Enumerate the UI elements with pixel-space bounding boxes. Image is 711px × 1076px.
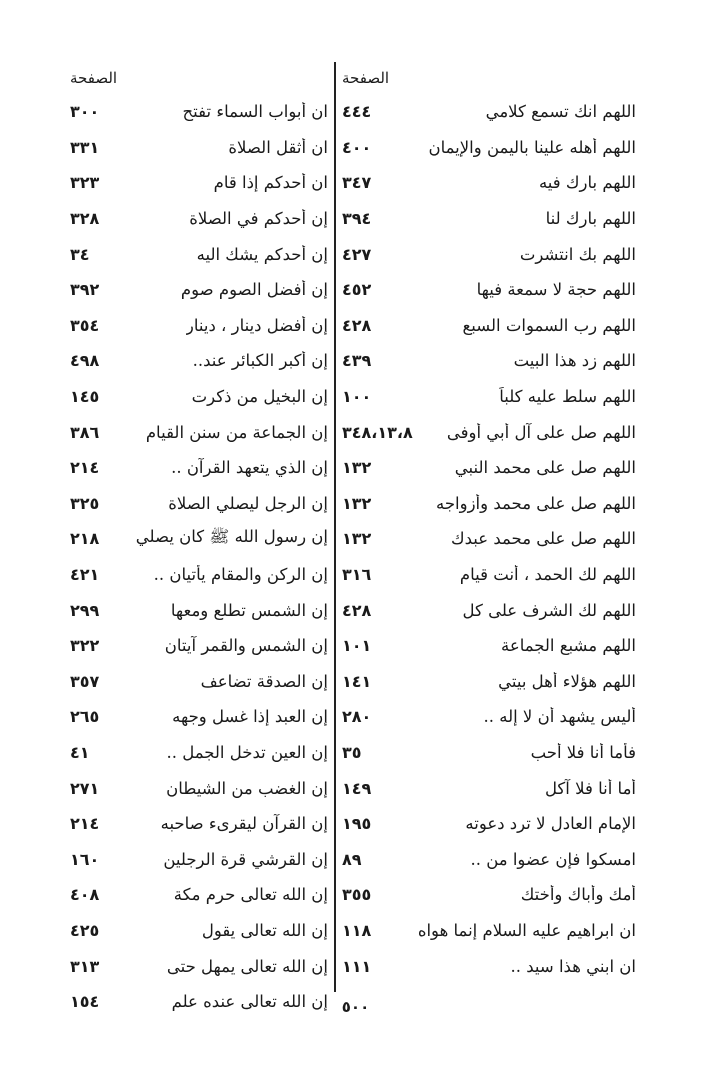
index-entry xyxy=(342,806,636,842)
entry-text: إن العبد إذا غسل وجهه xyxy=(172,707,328,727)
entry-text: إن الذي يتعهد القرآن .. xyxy=(171,458,328,478)
entry-text: اللهم أهله علينا باليمن والإيمان xyxy=(428,137,636,157)
index-entry xyxy=(342,165,636,201)
entry-text: الإمام العادل لا ترد دعوته xyxy=(465,814,636,834)
entry-page-number: ٣٢٨ xyxy=(70,209,100,229)
entry-text: إن الشمس والقمر آيتان xyxy=(164,636,328,656)
index-entry xyxy=(70,236,328,272)
entry-page-number: ٤٣٩ xyxy=(342,351,372,371)
entry-text: اللهم انك تسمع كلامي xyxy=(485,102,636,122)
entry-page-number: ٣٤ xyxy=(70,244,90,264)
entry-text: أما أنا فلا آكل xyxy=(544,778,636,798)
entry-page-number: ٣٣١ xyxy=(70,137,100,157)
index-entry xyxy=(70,130,328,166)
index-entry xyxy=(70,94,328,130)
index-entry xyxy=(342,913,636,949)
page-number: ٥٠٠ xyxy=(341,998,370,1016)
entry-text: إن الله تعالى حرم مكة xyxy=(173,885,328,905)
index-entry xyxy=(342,948,636,984)
entry-page-number: ١٤٥ xyxy=(70,387,100,407)
entry-page-number: ٢٩٩ xyxy=(70,600,100,620)
entry-text: اللهم صل على محمد النبي xyxy=(454,458,636,478)
entry-page-number: ١٦٠ xyxy=(70,849,100,869)
entry-page-number: ٣١٦ xyxy=(342,565,372,585)
entry-page-number: ٣٩٢ xyxy=(70,280,100,300)
index-entry xyxy=(70,735,328,771)
entry-page-number: ٣٢٥ xyxy=(70,493,100,513)
entry-page-number: ٣٥ xyxy=(342,742,362,762)
index-entry xyxy=(342,664,636,700)
right-column xyxy=(342,62,636,984)
entry-text: إن الصدقة تضاعف xyxy=(200,671,328,691)
index-entry xyxy=(70,165,328,201)
entry-text: إن أفضل دينار ، دينار xyxy=(185,315,328,335)
index-entry xyxy=(342,841,636,877)
entry-text: اللهم لك الشرف على كل xyxy=(462,600,636,620)
entry-page-number: ٤٢٧ xyxy=(342,244,372,264)
entry-page-number: ٣٢٢ xyxy=(70,636,100,656)
entry-page-number: ٣٤٨،١٣،٨ xyxy=(342,422,413,442)
entry-text: اللهم بك انتشرت xyxy=(519,244,636,264)
entry-page-number: ١٠٠ xyxy=(342,387,372,407)
entry-page-number: ١٣٢ xyxy=(342,458,372,478)
index-entry xyxy=(342,94,636,130)
entry-page-number: ٣٥٧ xyxy=(70,671,100,691)
index-entry xyxy=(70,308,328,344)
entry-page-number: ١٣٢ xyxy=(342,493,372,513)
entry-text: اللهم لك الحمد ، أنت قيام xyxy=(459,565,636,585)
index-entry xyxy=(70,806,328,842)
index-entry xyxy=(70,272,328,308)
entry-text: ان أبواب السماء تفتح xyxy=(182,102,328,122)
index-entry xyxy=(70,592,328,628)
entry-page-number: ٤٠٠ xyxy=(342,137,372,157)
index-entry xyxy=(342,450,636,486)
entry-text: إن أحدكم في الصلاة xyxy=(189,209,328,229)
index-entry xyxy=(70,450,328,486)
index-entry xyxy=(342,770,636,806)
index-entry xyxy=(342,521,636,557)
entry-text: إن الرجل ليصلي الصلاة xyxy=(168,493,328,513)
entry-text: اللهم مشبع الجماعة xyxy=(501,636,636,656)
entry-text: امسكوا فإن عضوا من .. xyxy=(470,849,636,869)
entry-text: ان أحدكم إذا قام xyxy=(213,173,328,193)
entry-page-number: ٤٢٥ xyxy=(70,920,100,940)
index-entry xyxy=(342,414,636,450)
entry-text: إن الغضب من الشيطان xyxy=(166,778,328,798)
entry-page-number: ٣٠٠ xyxy=(70,102,100,122)
entry-page-number: ٣٥٥ xyxy=(342,885,372,905)
entry-page-number: ٤٥٢ xyxy=(342,280,372,300)
index-entry xyxy=(342,272,636,308)
index-entry xyxy=(70,664,328,700)
index-entry xyxy=(342,877,636,913)
index-entry xyxy=(342,130,636,166)
entry-page-number: ١١١ xyxy=(342,956,372,976)
entry-page-number: ١٠١ xyxy=(342,636,372,656)
entry-text: اللهم زد هذا البيت xyxy=(513,351,636,371)
entry-page-number: ٤٤٤ xyxy=(342,102,372,122)
index-entry xyxy=(342,735,636,771)
index-entry xyxy=(342,628,636,664)
index-entry xyxy=(70,699,328,735)
entry-text: إن البخيل من ذكرت xyxy=(191,387,328,407)
entry-text: اللهم رب السموات السبع xyxy=(462,315,636,335)
entry-text: إن أحدكم يشك اليه xyxy=(196,244,328,264)
index-entry xyxy=(70,201,328,237)
column-divider xyxy=(334,62,336,992)
entry-text: إن أفضل الصوم صوم xyxy=(180,280,328,300)
entry-text: إن رسول الله ﷺ كان يصلي xyxy=(135,526,328,546)
entry-page-number: ٣١٣ xyxy=(70,956,100,976)
index-entry xyxy=(70,486,328,522)
entry-text: إن القرآن ليقرىء صاحبه xyxy=(160,814,328,834)
entry-text: اللهم هؤلاء أهل بيتي xyxy=(498,671,636,691)
entry-page-number: ٤١ xyxy=(70,742,90,762)
entry-text: إن الجماعة من سنن القيام xyxy=(145,422,328,442)
entry-text: اللهم بارك لنا xyxy=(545,209,636,229)
entry-page-number: ٢٧١ xyxy=(70,778,100,798)
entry-page-number: ٣٩٤ xyxy=(342,209,372,229)
entry-text: إن الركن والمقام يأتيان .. xyxy=(153,565,328,585)
entry-page-number: ١٥٤ xyxy=(70,992,100,1012)
entry-text: اللهم صل على محمد عبدك xyxy=(451,529,636,549)
entry-page-number: ٢٨٠ xyxy=(342,707,372,727)
entry-page-number: ٤٢١ xyxy=(70,565,100,585)
index-entry xyxy=(342,379,636,415)
index-entry xyxy=(342,699,636,735)
entry-page-number: ١٤٩ xyxy=(342,778,372,798)
entry-page-number: ٢١٤ xyxy=(70,814,100,834)
entry-text: فأما أنا فلا أحب xyxy=(530,742,636,762)
index-entry xyxy=(70,521,328,557)
index-entry xyxy=(70,379,328,415)
entry-text: إن العين تدخل الجمل .. xyxy=(166,742,328,762)
entry-text: إن الشمس تطلع ومعها xyxy=(170,600,328,620)
index-entry xyxy=(70,770,328,806)
entry-text: ان أثقل الصلاة xyxy=(228,137,328,157)
entry-page-number: ١٤١ xyxy=(342,671,372,691)
entry-page-number: ٣٨٦ xyxy=(70,422,100,442)
index-entry xyxy=(70,913,328,949)
entry-text: ان ابني هذا سيد .. xyxy=(510,956,636,976)
entry-page-number: ٤٠٨ xyxy=(70,885,100,905)
index-entry xyxy=(70,343,328,379)
index-entry xyxy=(342,486,636,522)
index-entry xyxy=(342,308,636,344)
index-entry xyxy=(70,948,328,984)
left-column xyxy=(70,62,328,1019)
index-entry xyxy=(342,236,636,272)
entry-page-number: ٣٢٣ xyxy=(70,173,100,193)
entry-text: إن الله تعالى يمهل حتى xyxy=(166,956,328,976)
index-entry xyxy=(342,557,636,593)
entry-page-number: ١٣٢ xyxy=(342,529,372,549)
entry-text: إن الله تعالى عنده علم xyxy=(171,992,328,1012)
index-entry xyxy=(70,414,328,450)
entry-text: اللهم بارك فيه xyxy=(538,173,636,193)
entry-page-number: ٢١٤ xyxy=(70,458,100,478)
entry-page-number: ١١٨ xyxy=(342,920,372,940)
index-entry xyxy=(342,592,636,628)
entry-page-number: ٣٥٤ xyxy=(70,315,100,335)
index-entry xyxy=(342,201,636,237)
right-column-list xyxy=(342,94,636,984)
entry-text: اللهم سلط عليه كلباً xyxy=(499,387,636,407)
entry-page-number: ٢١٨ xyxy=(70,529,100,549)
index-entry xyxy=(70,877,328,913)
entry-page-number: ٤٢٨ xyxy=(342,315,372,335)
right-column-heading: الصفحة xyxy=(342,69,390,87)
entry-page-number: ١٩٥ xyxy=(342,814,372,834)
entry-page-number: ٨٩ xyxy=(342,849,362,869)
left-column-heading: الصفحة xyxy=(70,69,118,87)
entry-text: إن القرشي قرة الرجلين xyxy=(163,849,328,869)
entry-page-number: ٢٦٥ xyxy=(70,707,100,727)
index-entry xyxy=(70,557,328,593)
left-column-list xyxy=(70,94,328,1019)
index-entry xyxy=(70,628,328,664)
entry-page-number: ٤٩٨ xyxy=(70,351,100,371)
entry-text: إن أكبر الكبائر عند.. xyxy=(192,351,328,371)
entry-page-number: ٣٤٧ xyxy=(342,173,372,193)
entry-text: اللهم صل على محمد وأزواجه xyxy=(435,493,636,513)
index-entry xyxy=(342,343,636,379)
entry-text: اللهم حجة لا سمعة فيها xyxy=(476,280,636,300)
entry-text: أمك وأباك وأختك xyxy=(520,885,636,905)
entry-page-number: ٤٢٨ xyxy=(342,600,372,620)
entry-text: إن الله تعالى يقول xyxy=(201,920,328,940)
entry-text: ان ابراهيم عليه السلام إنما هواه xyxy=(417,920,636,940)
index-entry xyxy=(70,841,328,877)
entry-text: أليس يشهد أن لا إله .. xyxy=(483,707,636,727)
entry-text: اللهم صل على آل أبي أوفى xyxy=(446,422,636,442)
